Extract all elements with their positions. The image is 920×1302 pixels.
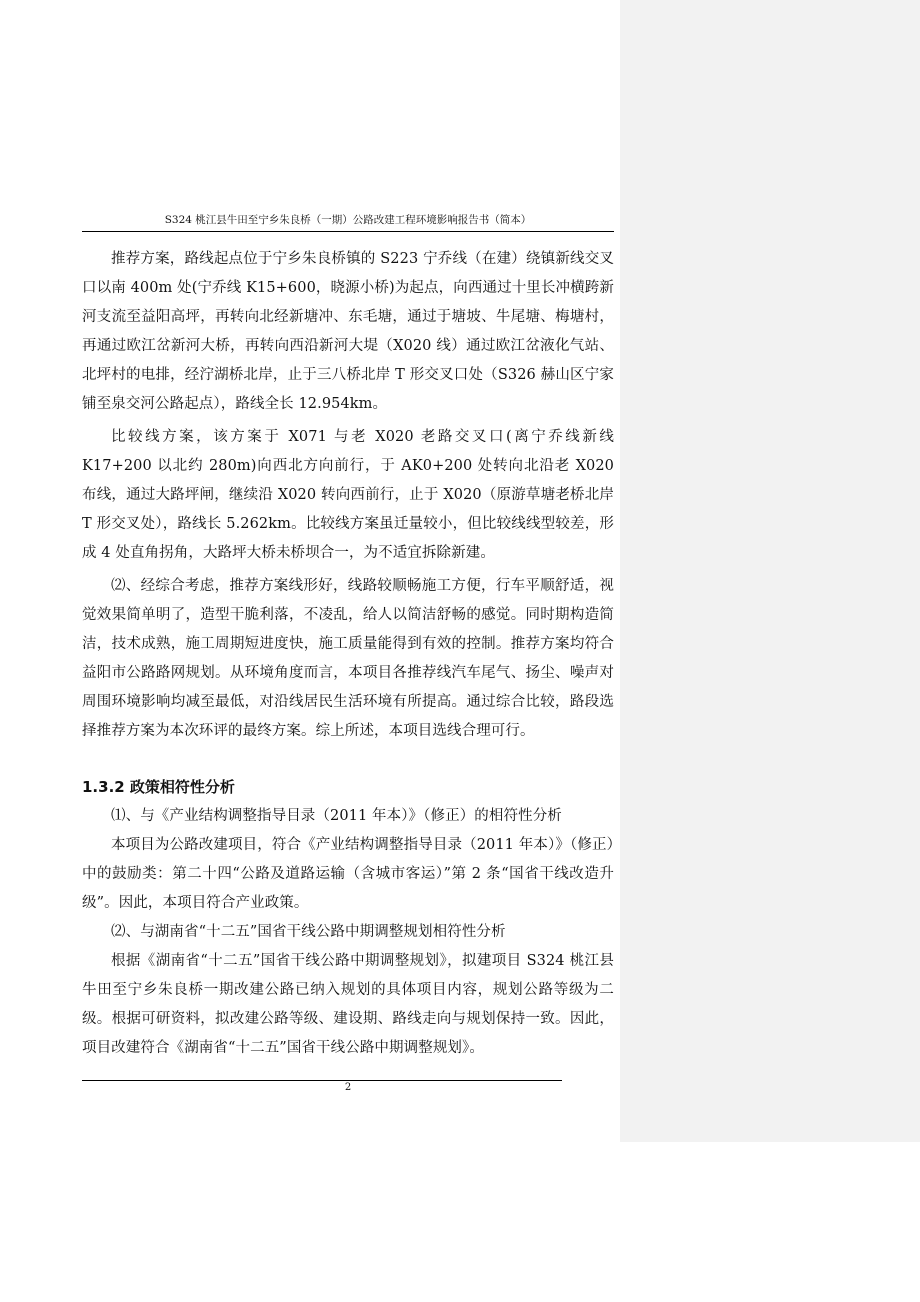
- document-body: [82, 245, 614, 1063]
- paragraph-recommended-route: 推荐方案，路线起点位于宁乡朱良桥镇的 S223 宁乔线（在建）绕镇新线交叉口以南 400m 处(宁乔线 K15+600，晓源小桥)为起点，向西通过十里长冲横跨新河支流至益阳高坪，再转向北经新塘冲、东毛塘，通过于塘坡、牛尾塘、梅塘村，再通过欧江岔新河大桥，再转向西沿新河大堤（X020 线）通过欧江岔液化气站、北坪村的电排，经泞湖桥北岸，止于三八桥北岸 T 形交叉口处（S326 赫山区宁家铺至泉交河公路起点），路线全长 12.954km。: [82, 251, 614, 412]
- paragraph-comparison-route: 比较线方案，该方案于 X071 与老 X020 老路交叉口(离宁乔线新线 K17+200 以北约 280m)向西北方向前行，于 AK0+200 处转向北沿老 X020 布线，通过大路坪闸，继续沿 X020 转向西前行，止于 X020（原游草塘老桥北岸 T 形交叉处），路线长 5.262km。比较线方案虽迁量较小，但比较线线型较差，形成 4 处直角拐角，大路坪大桥未桥坝合一，为不适宜拆除新建。: [82, 429, 614, 561]
- comment-pane: [620, 0, 920, 1142]
- page-header: S324 桃江县牛田至宁乡朱良桥（一期）公路改建工程环境影响报告书（简本）: [164, 214, 532, 226]
- subsection-highway-plan: ⑵、与湖南省“十二五”国省干线公路中期调整规划相符性分析: [111, 924, 506, 940]
- page-number: 2: [344, 1082, 352, 1093]
- footer-divider: [82, 1080, 562, 1081]
- paragraph-industry-policy: 本项目为公路改建项目，符合《产业结构调整指导目录（2011 年本）》（修正）中的鼓励类：第二十四“公路及道路运输（含城市客运）”第 2 条“国省干线改造升级”。因此，本项目符合产业政策。: [82, 837, 614, 911]
- paragraph-route-conclusion: ⑵、经综合考虑，推荐方案线形好，线路较顺畅施工方便，行车平顺舒适，视觉效果简单明了，造型干脆利落，不凌乱，给人以简洁舒畅的感觉。同时期构造简洁，技术成熟，施工周期短进度快，施工质量能得到有效的控制。推荐方案均符合益阳市公路路网规划。从环境角度而言，本项目各推荐线汽车尾气、扬尘、噪声对周围环境影响均减至最低，对沿线居民生活环境有所提高。通过综合比较，路段选择推荐方案为本次环评的最终方案。综上所述，本项目选线合理可行。: [82, 578, 614, 739]
- subsection-industry-policy: ⑴、与《产业结构调整指导目录（2011 年本）》（修正）的相符性分析: [111, 808, 562, 824]
- paragraph-highway-plan: 根据《湖南省“十二五”国省干线公路中期调整规划》，拟建项目 S324 桃江县牛田至宁乡朱良桥一期改建公路已纳入规划的具体项目内容，规划公路等级为二级。根据可研资料，拟改建公路等级、建设期、路线走向与规划保持一致。因此，项目改建符合《湖南省“十二五”国省干线公路中期调整规划》。: [82, 953, 614, 1056]
- header-divider: [82, 231, 614, 232]
- section-heading: 1.3.2 政策相符性分析: [82, 778, 235, 796]
